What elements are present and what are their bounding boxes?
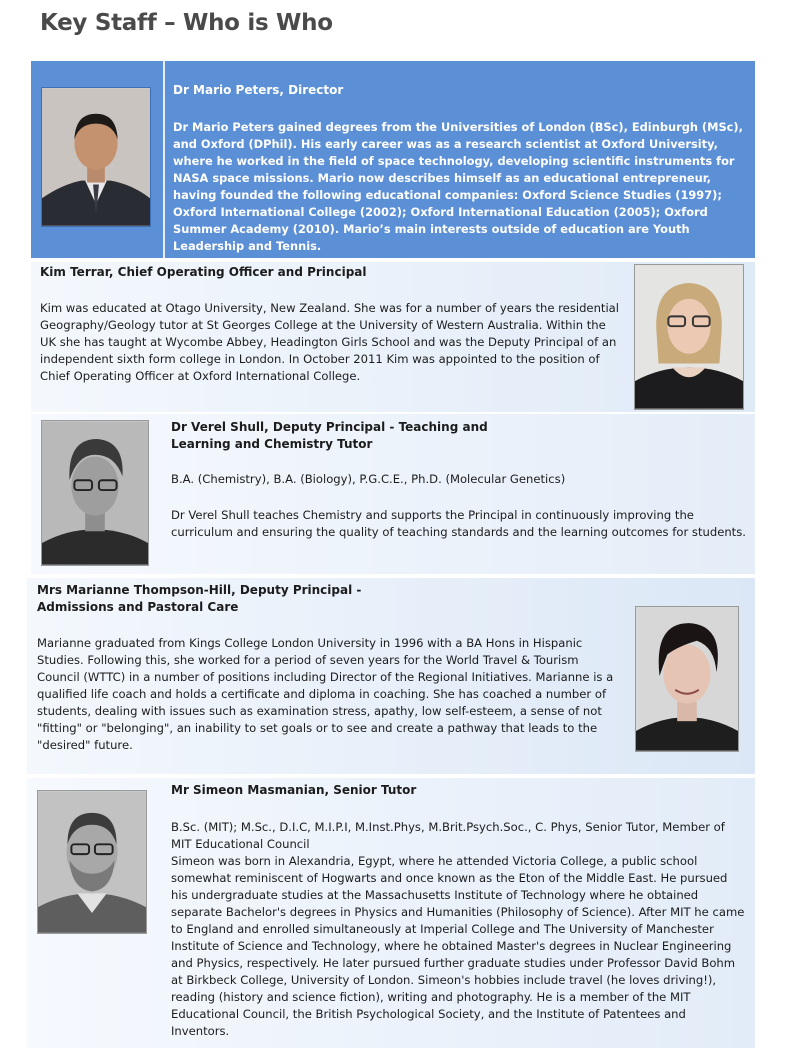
staff-photo — [635, 606, 739, 752]
staff-bio: Kim was educated at Otago University, New Zealand. She was for a number of years the residential Geography/Geology tutor at St Georges College at the University of Western Australia. Within the UK she has taught at Wycombe Abbey, Headington Girls School and was the Deputy Principal of an independent sixth form college in London. In October 2011 Kim was appointed to the position of Chief Operating Officer at Oxford International College. — [40, 301, 620, 383]
staff-card-verel — [31, 414, 755, 574]
staff-photo — [41, 420, 149, 566]
staff-name: Dr Mario Peters, Director — [173, 83, 344, 97]
staff-bio: Simeon was born in Alexandria, Egypt, where he attended Victoria College, a public school somewhat reminiscent of Hogwarts and once known as the Eton of the Middle East. He pursued his undergraduate studies at the Massachusetts Institute of Technology where he obtained separate Bachelor's degrees in Physics and Humanities (Philosophy of Science). After MIT he came to England and enrolled simultaneously at Imperial College and The University of Manchester Institute of Science and Technology, where he obtained Master's degrees in Nuclear Engineering and Physics, respectively. He later pursued further graduate studies under Professor David Bohm at Birkbeck College, University of London. Simeon's hobbies include travel (he loves driving!), reading (history and science fiction), writing and photography. He is a member of the MIT Educational Council, the British Psychological Society, and the Institute of Patentees and Inventors. — [171, 854, 745, 1038]
staff-photo — [37, 790, 147, 934]
staff-bio: Dr Mario Peters gained degrees from the Universities of London (BSc), Edinburgh (MSc), and Oxford (DPhil). His early career was as a research scientist at Oxford University, where he worked in the field of space technology, developing scientific instruments for NASA space missions. Mario now describes himself as an educational entrepreneur, having founded the following educational companies: Oxford Science Studies (1997); Oxford International College (2002); Oxford International Education (2005); Oxford Summer Academy (2010). Mario’s main interests outside of education are Youth Leadership and Tennis. — [173, 120, 743, 253]
portrait-icon — [635, 265, 743, 409]
staff-name: Mr Simeon Masmanian, Senior Tutor — [171, 783, 417, 797]
staff-card-director — [31, 61, 755, 258]
staff-bio: Dr Verel Shull teaches Chemistry and supports the Principal in continuously improving the curriculum and ensuring the quality of teaching standards and the learning outcomes for students. — [171, 508, 746, 539]
staff-name: Mrs Marianne Thompson-Hill, Deputy Principal - Admissions and Pastoral Care — [37, 583, 362, 614]
staff-name: Dr Verel Shull, Deputy Principal - Teaching and Learning and Chemistry Tutor — [171, 420, 488, 451]
staff-card-marianne — [27, 578, 755, 774]
staff-photo — [41, 87, 151, 227]
card-divider — [163, 61, 165, 258]
staff-card-simeon — [27, 778, 755, 1048]
portrait-icon — [42, 421, 148, 565]
portrait-icon — [42, 88, 150, 226]
staff-name: Kim Terrar, Chief Operating Officer and Principal — [40, 265, 367, 279]
staff-qualifications: B.Sc. (MIT); M.Sc., D.I.C, M.I.P.I, M.Inst.Phys, M.Brit.Psych.Soc., C. Phys, Senior Tutor, Member of MIT Educational Council — [171, 820, 725, 851]
staff-card-kim — [31, 262, 755, 412]
staff-bio: Marianne graduated from Kings College London University in 1996 with a BA Hons in Hispanic Studies. Following this, she worked for a period of seven years for the World Travel & Tourism Council (WTTC) in a number of positions including Director of the Regional Initiatives. Marianne is a qualified life coach and holds a certificate and diploma in coaching. She has coached a number of students, dealing with issues such as examination stress, apathy, low self-esteem, a sense of not "fitting" or "belonging", an inability to set goals or to see and create a pathway that leads to the "desired" future. — [37, 636, 614, 752]
portrait-icon — [636, 607, 738, 751]
portrait-icon — [38, 791, 146, 933]
page-title: Key Staff – Who is Who — [40, 10, 333, 36]
staff-qualifications: B.A. (Chemistry), B.A. (Biology), P.G.C.E., Ph.D. (Molecular Genetics) — [171, 472, 566, 486]
staff-photo — [634, 264, 744, 410]
